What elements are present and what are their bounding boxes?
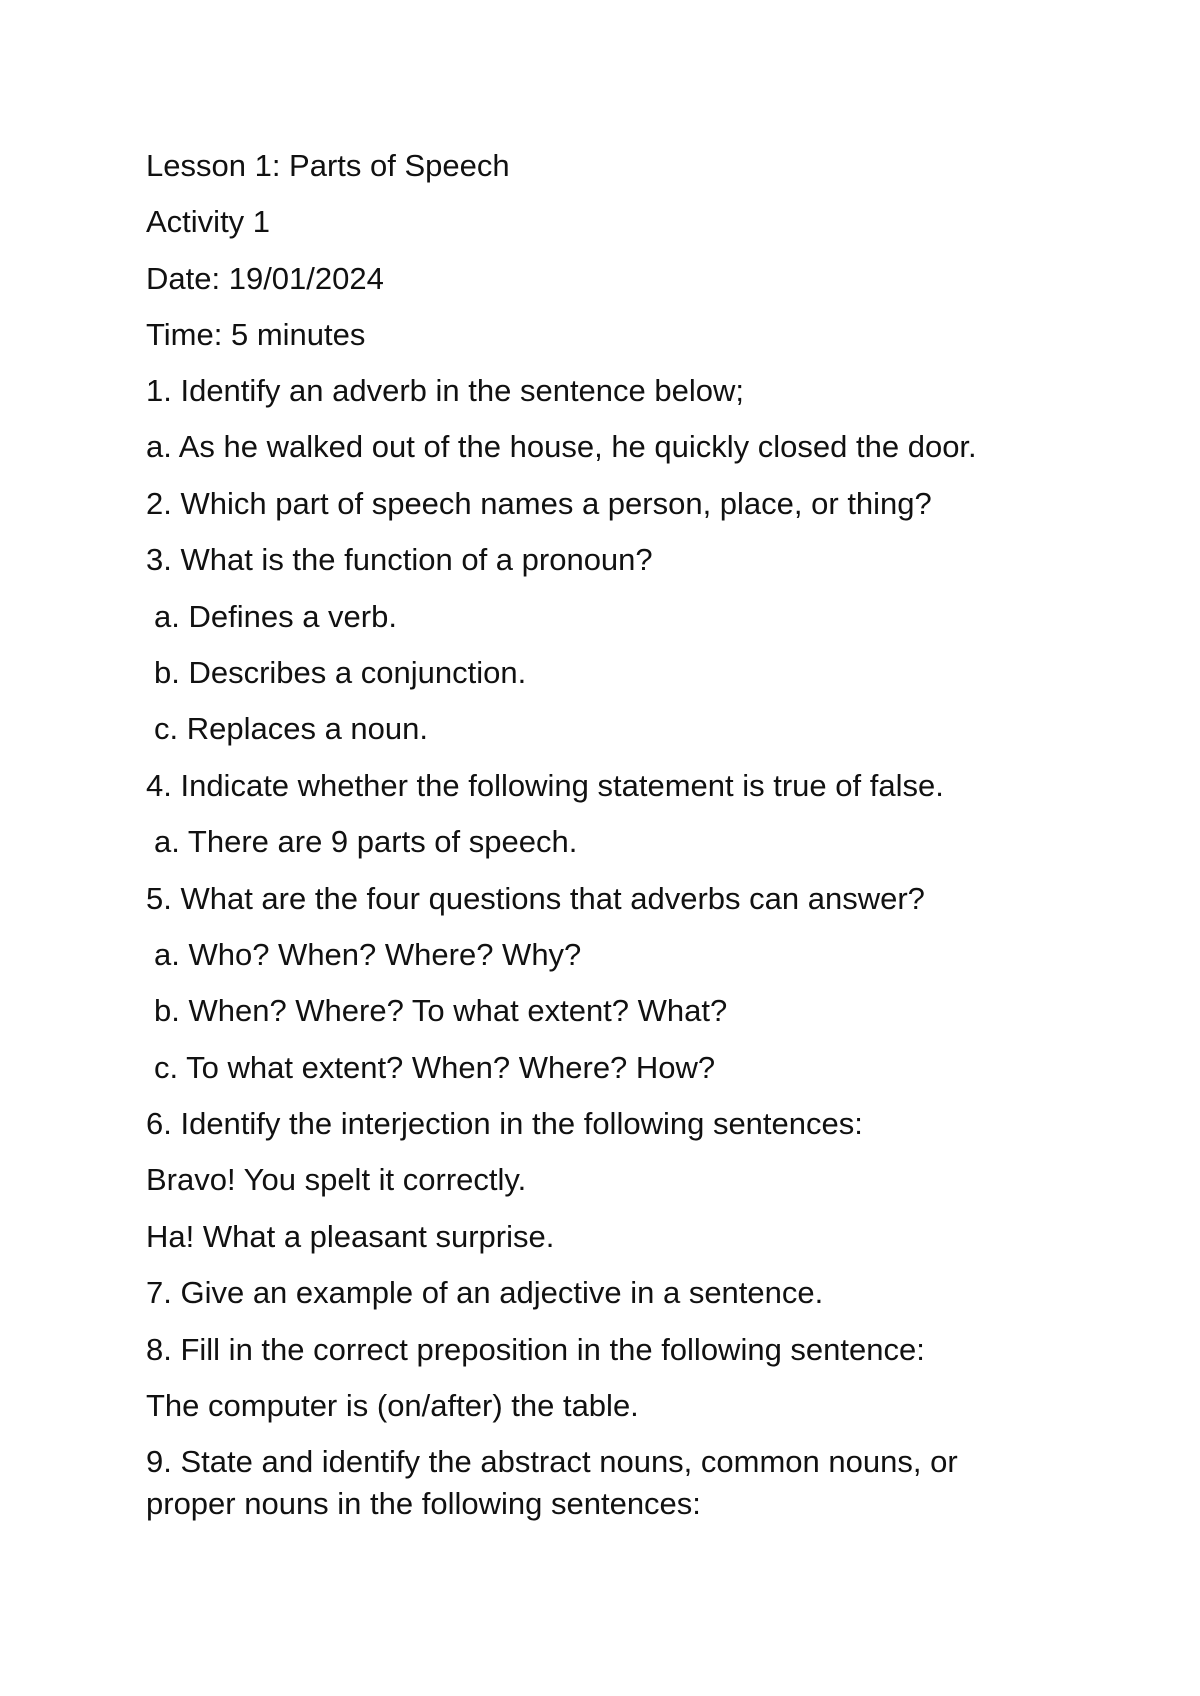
question-7: 7. Give an example of an adjective in a sentence.	[146, 1275, 824, 1310]
question-1-sentence: a. As he walked out of the house, he quickly closed the door.	[146, 429, 977, 464]
date-line: Date: 19/01/2024	[146, 261, 384, 296]
question-6-sentence-1: Bravo! You spelt it correctly.	[146, 1162, 527, 1197]
question-5-option-a: a. Who? When? Where? Why?	[154, 937, 582, 972]
question-6: 6. Identify the interjection in the following sentences:	[146, 1106, 863, 1141]
question-3: 3. What is the function of a pronoun?	[146, 542, 653, 577]
time-line: Time: 5 minutes	[146, 317, 366, 352]
question-9: 9. State and identify the abstract nouns, common nouns, or proper nouns in the following sentences:	[146, 1444, 958, 1521]
question-5-option-c: c. To what extent? When? Where? How?	[154, 1050, 716, 1085]
question-5: 5. What are the four questions that adverbs can answer?	[146, 881, 925, 916]
question-1: 1. Identify an adverb in the sentence below;	[146, 373, 745, 408]
question-4: 4. Indicate whether the following statement is true of false.	[146, 768, 944, 803]
question-2: 2. Which part of speech names a person, place, or thing?	[146, 486, 932, 521]
question-8: 8. Fill in the correct preposition in the following sentence:	[146, 1332, 925, 1367]
question-3-option-c: c. Replaces a noun.	[154, 711, 429, 746]
question-3-option-a: a. Defines a verb.	[154, 599, 397, 634]
lesson-title: Lesson 1: Parts of Speech	[146, 148, 510, 183]
activity-label: Activity 1	[146, 204, 271, 239]
question-4-statement: a. There are 9 parts of speech.	[154, 824, 578, 859]
question-6-sentence-2: Ha! What a pleasant surprise.	[146, 1219, 555, 1254]
question-3-option-b: b. Describes a conjunction.	[154, 655, 527, 690]
question-8-sentence: The computer is (on/after) the table.	[146, 1388, 639, 1423]
question-5-option-b: b. When? Where? To what extent? What?	[154, 993, 728, 1028]
